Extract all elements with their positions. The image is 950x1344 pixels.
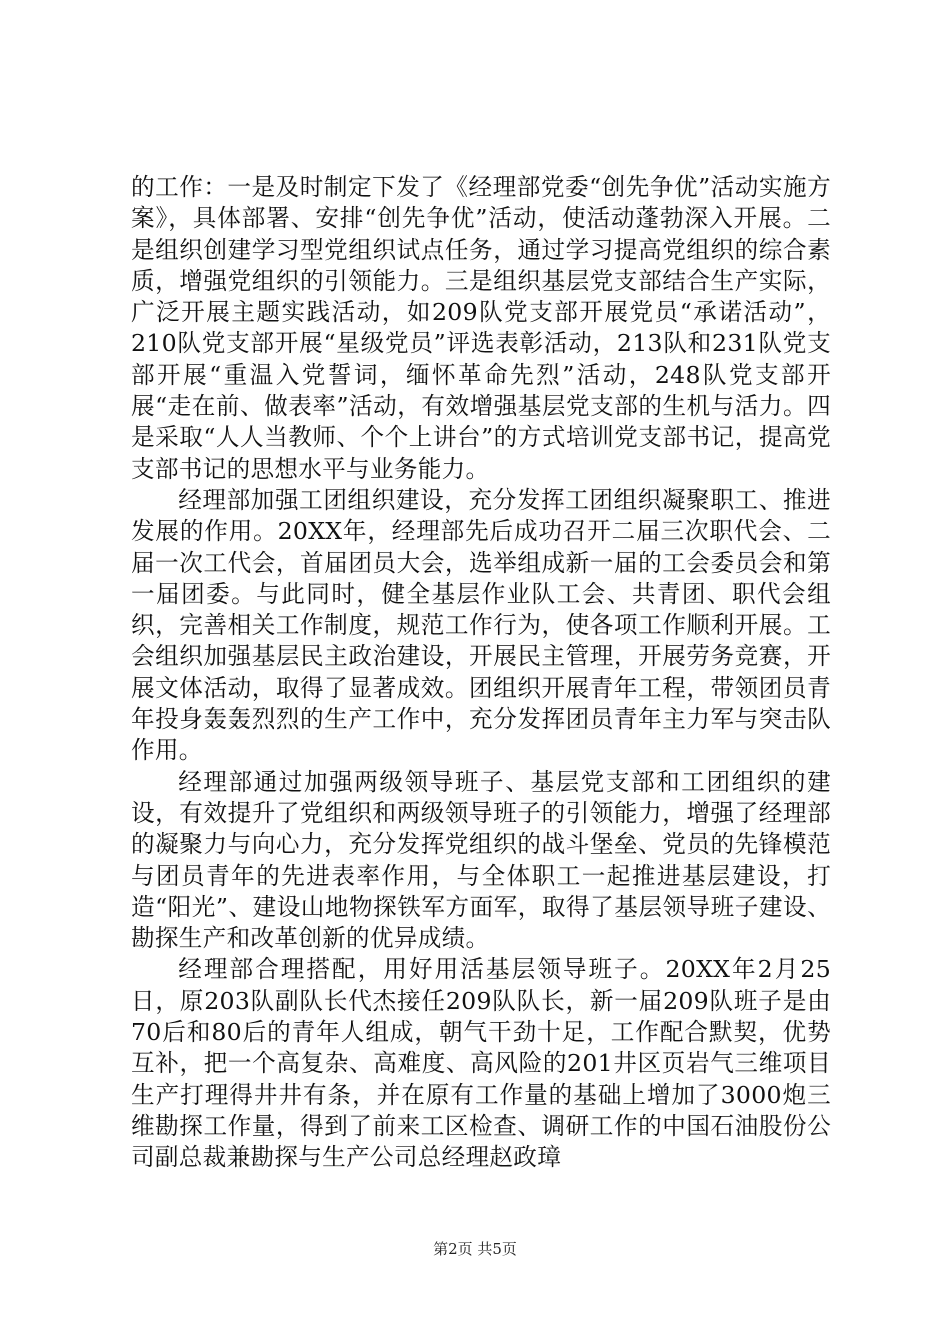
body-text [131, 172, 831, 1174]
paragraph-team-arrangement: 经理部合理搭配，用好用活基层领导班子。20XX年2月25日，原203队副队长代杰接任209队队长，新一届209队班子是由70后和80后的青年人组成，朝气干劲十足，工作配合默契，优势互补，把一个高复杂、高难度、高风险的201井区页岩气三维项目生产打理得井井有条，并在原有工作量的基础上增加了3000炮三维勘探工作量，得到了前来工区检查、调研工作的中国石油股份公司副总裁兼勘探与生产公司总经理赵政璋 [131, 955, 831, 1172]
paragraph-union-organization: 经理部加强工团组织建设，充分发挥工团组织凝聚职工、推进发展的作用。20XX年，经理部先后成功召开二届三次职代会、二届一次工代会，首届团员大会，选举组成新一届的工会委员会和第一届团委。与此同时，健全基层作业队工会、共青团、职代会组织，完善相关工作制度，规范工作行为，使各项工作顺利开展。工会组织加强基层民主政治建设，开展民主管理，开展劳务竞赛，开展文体活动，取得了显著成效。团组织开展青年工程，带领团员青年投身轰轰烈烈的生产工作中，充分发挥团员青年主力军与突击队作用。 [131, 485, 831, 765]
paragraph-leadership-building: 经理部通过加强两级领导班子、基层党支部和工团组织的建设，有效提升了党组织和两级领导班子的引领能力，增强了经理部的凝聚力与向心力，充分发挥党组织的战斗堡垒、党员的先锋模范与团员青年的先进表率作用，与全体职工一起推进基层建设，打造“阳光”、建设山地物探铁军方面军，取得了基层领导班子建设、勘探生产和改革创新的优异成绩。 [131, 767, 831, 953]
paragraph-continuation: 的工作：一是及时制定下发了《经理部党委“创先争优”活动实施方案》，具体部署、安排“创先争优”活动，使活动蓬勃深入开展。二是组织创建学习型党组织试点任务，通过学习提高党组织的综合素质，增强党组织的引领能力。三是组织基层党支部结合生产实际，广泛开展主题实践活动，如209队党支部开展党员“承诺活动”，210队党支部开展“星级党员”评选表彰活动，213队和231队党支部开展“重温入党誓词，缅怀革命先烈”活动，248队党支部开展“走在前、做表率”活动，有效增强基层党支部的生机与活力。四是采取“人人当教师、个个上讲台”的方式培训党支部书记，提高党支部书记的思想水平与业务能力。 [131, 173, 831, 483]
page-number-footer: 第2页 共5页 [433, 1240, 517, 1258]
